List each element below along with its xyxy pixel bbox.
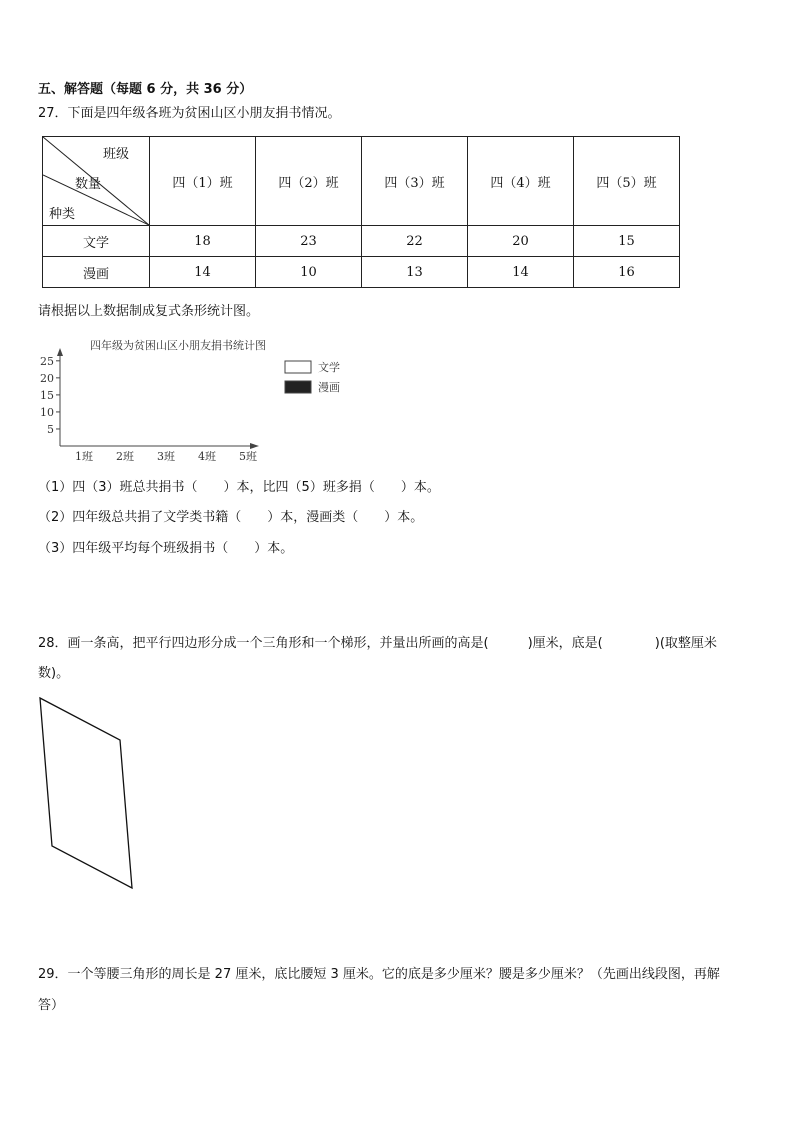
chart-title: 四年级为贫困山区小朋友捐书统计图 — [90, 339, 266, 352]
chart-instruction: 请根据以上数据制成复式条形统计图。 — [38, 304, 260, 319]
table-cell: 15 — [574, 226, 680, 257]
blank-bar-chart — [30, 334, 370, 469]
y-tick-label: 10 — [40, 405, 54, 419]
parallelogram-figure — [30, 690, 140, 895]
x-axis-arrow — [250, 443, 259, 449]
question-27-sub3: （3）四年级平均每个班级捐书（ ）本。 — [38, 541, 294, 556]
table-cell: 16 — [574, 257, 680, 288]
table-cell: 22 — [362, 226, 468, 257]
section-title: 五、解答题（每题 6 分，共 36 分） — [38, 82, 253, 97]
question-29-line2: 答） — [38, 998, 65, 1013]
x-tick-label: 1班 — [75, 450, 93, 463]
y-tick-label: 5 — [47, 422, 54, 436]
question-28-line1: 28．画一条高，把平行四边形分成一个三角形和一个梯形，并量出所画的高是( )厘米，底是( )(取整厘米 — [38, 636, 717, 651]
legend-swatch — [285, 361, 311, 373]
table-cell: 13 — [362, 257, 468, 288]
table-row — [43, 257, 680, 288]
table-cell: 14 — [150, 257, 256, 288]
question-28-line2: 数)。 — [38, 666, 70, 681]
table-header-row — [43, 137, 680, 226]
question-27-text: 27．下面是四年级各班为贫困山区小朋友捐书情况。 — [38, 106, 341, 121]
x-tick-label: 5班 — [239, 450, 257, 463]
table-col-header: 四（5）班 — [574, 137, 680, 226]
table-row — [43, 226, 680, 257]
table-row-label: 漫画 — [43, 257, 150, 288]
table-col-header: 四（1）班 — [150, 137, 256, 226]
header-count: 数量 — [75, 177, 102, 192]
x-tick-label: 3班 — [157, 450, 175, 463]
x-tick-label: 4班 — [198, 450, 216, 463]
table-col-header: 四（3）班 — [362, 137, 468, 226]
legend-swatch — [285, 381, 311, 393]
header-class: 班级 — [103, 147, 130, 162]
table-cell: 23 — [256, 226, 362, 257]
table-row-label: 文学 — [43, 226, 150, 257]
table-cell: 10 — [256, 257, 362, 288]
y-axis-arrow — [57, 348, 63, 356]
legend-label: 文学 — [318, 361, 340, 374]
table-cell: 18 — [150, 226, 256, 257]
table-col-header: 四（4）班 — [468, 137, 574, 226]
header-type: 种类 — [49, 207, 76, 222]
donation-table — [42, 136, 680, 288]
parallelogram — [40, 698, 132, 888]
question-27-sub1: （1）四（3）班总共捐书（ ）本，比四（5）班多捐（ ）本。 — [38, 480, 440, 495]
table-cell: 20 — [468, 226, 574, 257]
question-29-line1: 29．一个等腰三角形的周长是 27 厘米，底比腰短 3 厘米。它的底是多少厘米？腰是多少厘米？（先画出线段图，再解 — [38, 967, 720, 982]
question-27-sub2: （2）四年级总共捐了文学类书籍（ ）本，漫画类（ ）本。 — [38, 510, 424, 525]
table-diagonal-header — [43, 137, 150, 226]
table-cell: 14 — [468, 257, 574, 288]
y-tick-label: 20 — [40, 371, 54, 385]
y-tick-label: 25 — [40, 354, 54, 368]
x-tick-label: 2班 — [116, 450, 134, 463]
table-col-header: 四（2）班 — [256, 137, 362, 226]
legend-label: 漫画 — [318, 381, 340, 394]
y-tick-label: 15 — [40, 388, 54, 402]
